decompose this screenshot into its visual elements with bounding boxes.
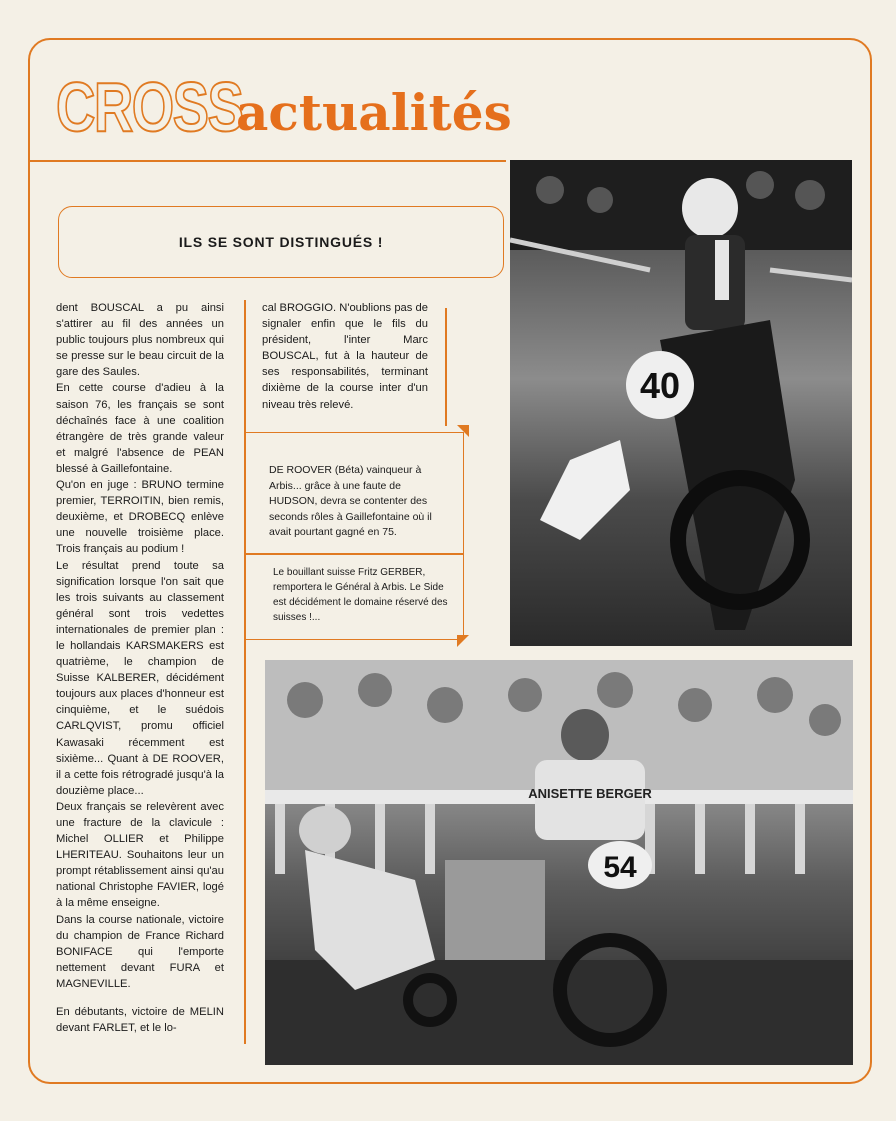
photo-caption-box [244, 432, 464, 640]
corner-marker [457, 635, 469, 647]
article-column-2 [262, 300, 428, 413]
photo-sidecar [265, 660, 853, 1065]
paragraph: Dans la course nationale, victoire du champion de France Richard BONIFACE qui l'emporte nettement devant FURA et MAGNEVILLE. [56, 913, 224, 990]
section-title-box [58, 206, 504, 278]
caption-de-roover: DE ROOVER (Béta) vainqueur à Arbis... grâce à une faute de HUDSON, devra se contenter des seconds rôles à Gaillefontaine où il avait pourtant gagné en 75. [269, 464, 432, 538]
paragraph: Le résultat prend toute sa signification lorsque l'on sait que les trois suivants au classement général sont trois vedettes internationales de premier plan : le hollandais KARSMAKERS est quatrième, le champion de Suisse KALBERER, décidément toujours aux places d'honneur est cinquième, et le suédois CARLQVIST, promu officiel Kawasaki récemment est sixième... Quant à DE ROOVER, il a cette fois rétrogradé jusqu'à la douzième place... [56, 559, 224, 797]
paragraph: cal BROGGIO. N'oublions pas de signaler enfin que le fils du président, l'inter Marc BOUSCAL, fut à la hauteur de ses responsabilités, terminant dixième de la course inter d'un niveau très relevé. [262, 302, 428, 411]
column-rule [244, 300, 246, 1044]
paragraph: En débutants, victoire de MELIN devant FARLET, et le lo- [56, 1006, 224, 1035]
jersey-text: ANISETTE BERGER [528, 786, 652, 801]
race-number: 54 [603, 851, 637, 884]
photo-motocross-rider [510, 160, 852, 646]
paragraph: dent BOUSCAL a pu ainsi s'attirer au fil des années un public toujours plus nombreux qui se presse sur le beau circuit de la gare des Saules. [56, 302, 224, 379]
caption-divider [245, 553, 463, 555]
masthead-actualites: actualités [236, 83, 512, 142]
paragraph: Qu'on en juge : BRUNO termine premier, TERROITIN, bien remis, deuxième, et DROBECQ enlève une nouvelle troisième place. Trois français au podium ! [56, 479, 224, 556]
paragraph: Deux français se relevèrent avec une fracture de la clavicule : Michel OLLIER et Philippe LHERITEAU. Souhaitons leur un prompt rétablissement ainsi qu'au national Christophe FAVIER, logé à la même enseigne. [56, 800, 224, 910]
header-rule [28, 160, 506, 162]
paragraph: En cette course d'adieu à la saison 76, les français se sont déchaînés face à une coalition étrangère de très grande valeur et malgré l'absence de PEAN blessé à Gaillefontaine. [56, 382, 224, 475]
column-rule [445, 308, 447, 426]
race-number: 40 [639, 365, 681, 406]
caption-gerber: Le bouillant suisse Fritz GERBER, remportera le Général à Arbis. Le Side est décidément le domaine réservé des suisses !... [273, 567, 448, 623]
corner-marker [457, 425, 469, 437]
section-title: ILS SE SONT DISTINGUÉS ! [178, 234, 384, 250]
masthead-cross: CROSS [56, 68, 243, 146]
article-column-1 [56, 300, 224, 1036]
